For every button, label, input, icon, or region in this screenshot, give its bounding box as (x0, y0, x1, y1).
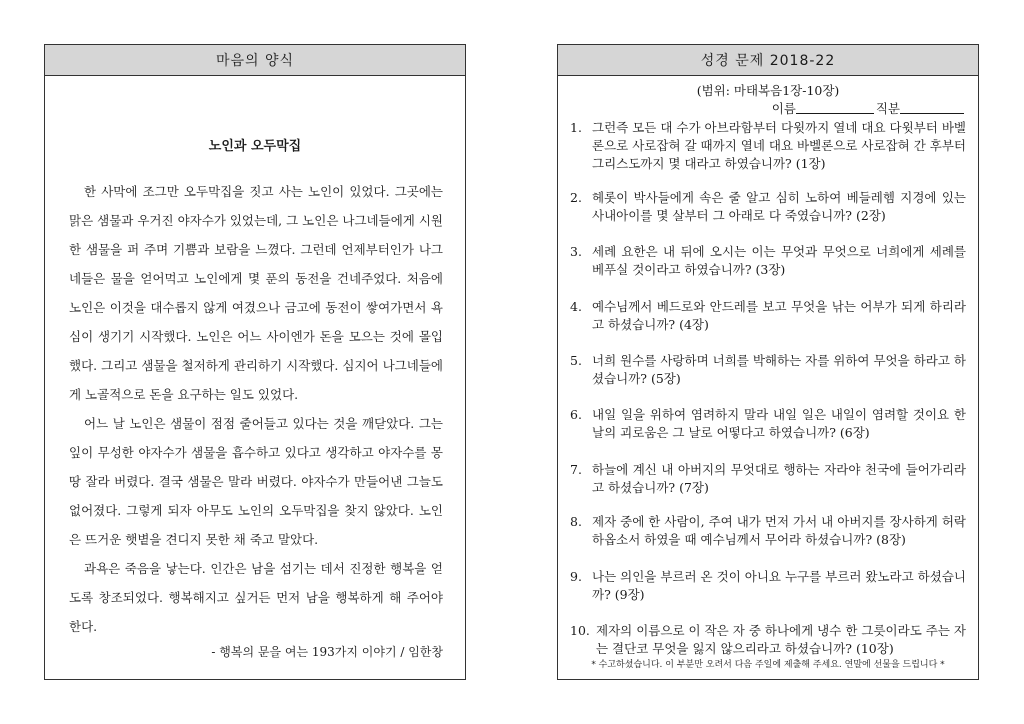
question-item (570, 461, 966, 497)
name-blank[interactable] (796, 99, 874, 114)
question-item (570, 298, 966, 334)
question-number: 1. (570, 120, 582, 135)
meditation-header: 마음의 양식 (45, 45, 465, 76)
question-number: 2. (570, 190, 582, 205)
question-text: 너희 원수를 사랑하며 너희를 박해하는 자를 위하여 무엇을 하라고 하셨습니까? (5장) (592, 353, 966, 386)
question-text: 예수님께서 베드로와 안드레를 보고 무엇을 낚는 어부가 되게 하리라고 하셨습니까? (4장) (592, 299, 966, 332)
question-number: 8. (570, 514, 582, 529)
question-item (570, 189, 966, 225)
question-item (570, 119, 966, 173)
question-text: 제자 중에 한 사람이, 주여 내가 먼저 가서 내 아버지를 장사하게 허락하옵소서 하였을 때 예수님께서 무어라 하셨습니까? (8장) (592, 514, 966, 547)
position-blank[interactable] (900, 99, 964, 114)
question-number: 9. (570, 569, 582, 584)
story-paragraph: 한 사막에 조그만 오두막집을 짓고 사는 노인이 있었다. 그곳에는 맑은 샘물과 우거진 야자수가 있었는데, 그 노인은 나그네들에게 시원한 샘물을 퍼 주며 기쁨과 보람을 느꼈다. 그런데 언제부터인가 나그네들은 물을 얻어먹고 노인에게 몇 푼의 동전을 건네주었다. 처음에 노인은 이것을 대수롭지 않게 여겼으나 금고에 동전이 쌓여가면서 욕심이 생기기 시작했다. 노인은 어느 사이엔가 돈을 모으는 것에 몰입했다. 그리고 샘물을 철저하게 관리하기 시작했다. 심지어 나그네들에게 노골적으로 돈을 요구하는 일도 있었다. (69, 184, 443, 402)
question-item (570, 406, 966, 442)
story-paragraph: 과욕은 죽음을 낳는다. 인간은 남을 섬기는 데서 진정한 행복을 얻도록 창조되었다. 행복해지고 싶거든 먼저 남을 행복하게 해 주어야 한다. (69, 561, 443, 634)
position-label: 직분 (875, 101, 900, 116)
question-text: 내일 일을 위하여 염려하지 말라 내일 일은 내일이 염려할 것이요 한 날의 괴로움은 그 날로 어떻다고 하였습니까? (6장) (592, 407, 966, 440)
question-number: 6. (570, 407, 582, 422)
question-number: 5. (570, 353, 582, 368)
name-line (772, 99, 964, 117)
question-text: 세례 요한은 내 뒤에 오시는 이는 무엇과 무엇으로 너희에게 세례를 베푸실 것이라고 하였습니까? (3장) (592, 244, 966, 277)
question-text: 헤롯이 박사들에게 속은 줄 알고 심히 노하여 베들레헴 지경에 있는 사내아이를 몇 살부터 그 아래로 다 죽였습니까? (2장) (592, 190, 966, 223)
story-title: 노인과 오두막집 (208, 139, 302, 154)
quiz-range: (범위: 마태복음1장-10장) (696, 83, 840, 98)
quiz-footer-note: * 수고하셨습니다. 이 부분만 오려서 다음 주일에 제출해 주세요. 연말에 선물을 드립니다 * (591, 660, 945, 670)
question-text: 제자의 이름으로 이 작은 자 중 하나에게 냉수 한 그릇이라도 주는 자는 결단코 무엇을 잃지 않으리라고 하셨습니까? (10장) (596, 623, 966, 656)
name-label: 이름 (771, 101, 796, 116)
question-item (570, 568, 966, 604)
story-source: - 행복의 문을 여는 193가지 이야기 / 임한창 (211, 645, 443, 659)
meditation-panel (44, 44, 466, 680)
bible-quiz-panel (557, 44, 979, 680)
story-body (69, 177, 443, 641)
question-item (570, 243, 966, 279)
question-item (570, 513, 966, 549)
question-number: 3. (570, 244, 582, 259)
question-item (570, 622, 966, 658)
story-paragraph: 어느 날 노인은 샘물이 점점 줄어들고 있다는 것을 깨닫았다. 그는 잎이 무성한 야자수가 샘물을 흡수하고 있다고 생각하고 야자수를 몽땅 잘라 버렸다. 결국 샘물은 말라 버렸다. 야자수가 만들어낸 그늘도 없어졌다. 그렇게 되자 아무도 노인의 오두막집을 찾지 않았다. 노인은 뜨거운 햇볕을 견디지 못한 채 죽고 말았다. (69, 416, 443, 547)
question-text: 하늘에 계신 내 아버지의 무엇대로 행하는 자라야 천국에 들어가리라고 하셨습니까? (7장) (592, 462, 966, 495)
quiz-header: 성경 문제 2018-22 (558, 45, 978, 76)
question-item (570, 352, 966, 388)
question-text: 나는 의인을 부르러 온 것이 아니요 누구를 부르러 왔노라고 하셨습니까? (9장) (592, 569, 966, 602)
question-number: 10. (570, 623, 590, 638)
question-number: 7. (570, 462, 582, 477)
question-number: 4. (570, 299, 582, 314)
question-text: 그런즉 모든 대 수가 아브라함부터 다윗까지 열네 대요 다윗부터 바벨론으로 사로잡혀 갈 때까지 열네 대요 바벨론으로 사로잡혀 간 후부터 그리스도까지 몇 대라고 하였습니까? (1장) (592, 120, 966, 171)
